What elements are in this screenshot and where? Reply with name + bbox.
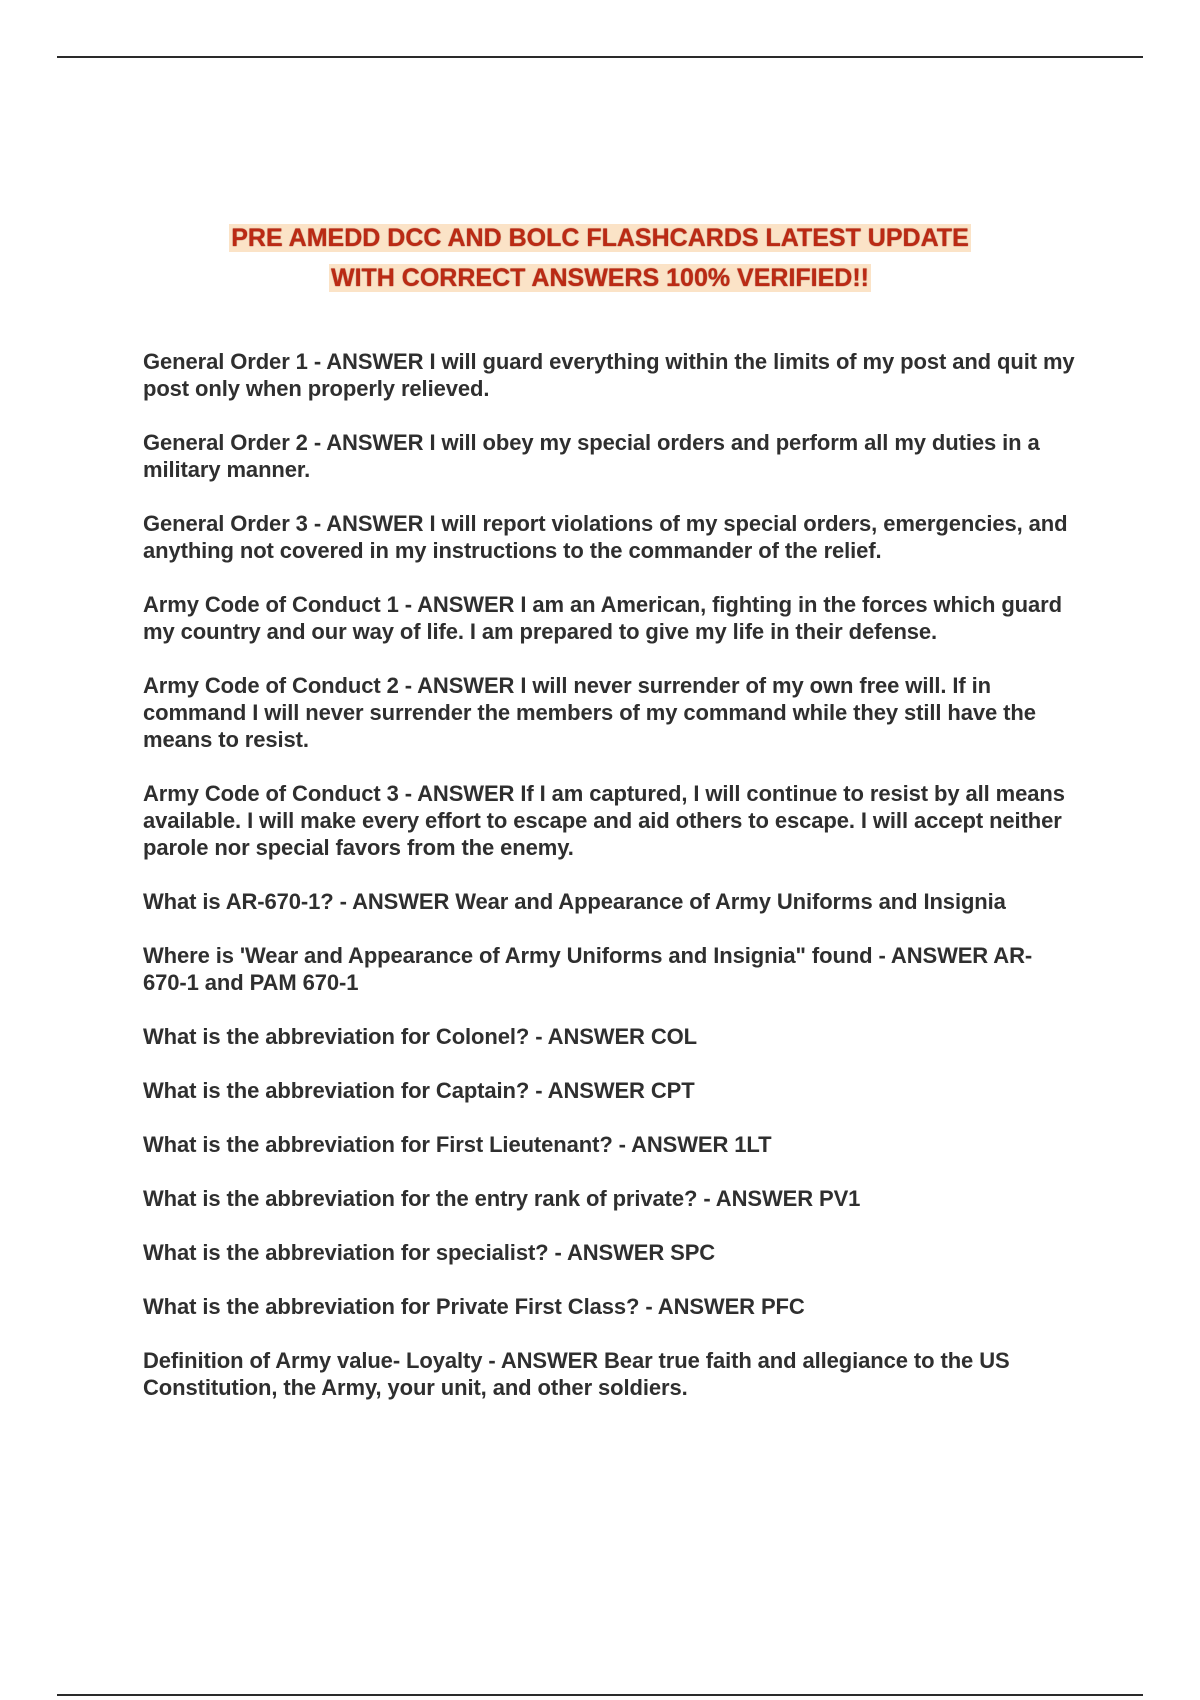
flashcard-item [143,1077,1078,1104]
answer-separator: - ANSWER [398,673,521,698]
flashcard-answer: Bear true faith and allegiance to the US Constitution, the Army, your unit, and other soldiers. [143,1348,1010,1400]
answer-separator: - ANSWER [548,1240,671,1265]
flashcard-item [143,1239,1078,1266]
title-line-1: PRE AMEDD DCC AND BOLC FLASHCARDS LATEST UPDATE [231,224,969,252]
bottom-rule [57,1694,1143,1696]
flashcard-item [143,510,1078,564]
flashcard-item [143,1131,1078,1158]
flashcard-answer: If I am captured, I will continue to resist by all means available. I will make every effort to escape and aid others to escape. I will accept neither parole nor special favors from the enemy. [143,781,1065,860]
answer-separator: - ANSWER [529,1024,651,1049]
flashcard-item [143,672,1078,753]
answer-separator: - ANSWER [398,781,521,806]
flashcard-question: Army Code of Conduct 1 [143,592,399,617]
flashcard-question: Army Code of Conduct 2 [143,673,399,698]
flashcard-question: General Order 3 [143,511,308,536]
flashcard-item [143,591,1078,645]
flashcard-answer: PFC [760,1294,805,1319]
answer-separator: - ANSWER [482,1348,605,1373]
flashcard-question: What is the abbreviation for Colonel? [143,1024,530,1049]
document-title [100,218,1100,298]
answer-separator: - ANSWER [697,1186,819,1211]
flashcard-item [143,888,1078,915]
flashcard-answer: I will never surrender of my own free will. If in command I will never surrender the members of my command while they still have the means to resist. [143,673,1036,752]
flashcard-question: What is AR-670-1? [143,889,334,914]
flashcard-answer: I will guard everything within the limits of my post and quit my post only when properly relieved. [143,349,1075,401]
answer-separator: - ANSWER [639,1294,761,1319]
flashcard-item [143,348,1078,402]
answer-separator: - ANSWER [529,1078,651,1103]
answer-separator: - ANSWER [612,1132,735,1157]
flashcard-answer: AR- 670-1 and PAM 670-1 [143,943,1033,995]
flashcard-question: General Order 2 [143,430,308,455]
title-line-2: WITH CORRECT ANSWERS 100% VERIFIED!! [330,264,869,292]
flashcard-item [143,1023,1078,1050]
flashcard-item [143,1347,1078,1401]
flashcard-answer: I will obey my special orders and perform all my duties in a military manner. [143,430,1040,482]
flashcard-question: What is the abbreviation for Captain? [143,1078,530,1103]
answer-separator: - ANSWER [307,511,430,536]
flashcard-item [143,1293,1078,1320]
flashcard-answer: I am an American, fighting in the forces which guard my country and our way of life. I am prepared to give my life in their defense. [143,592,1062,644]
flashcard-answer: PV1 [819,1186,861,1211]
flashcard-question: Army Code of Conduct 3 [143,781,399,806]
answer-separator: - ANSWER [307,430,430,455]
answer-separator: - ANSWER [872,943,994,968]
flashcard-item [143,780,1078,861]
flashcard-answer: Wear and Appearance of Army Uniforms and Insignia [455,889,1006,914]
answer-separator: - ANSWER [333,889,456,914]
flashcard-item [143,942,1078,996]
flashcard-answer: SPC [670,1240,716,1265]
answer-separator: - ANSWER [307,349,430,374]
flashcard-question: Where is 'Wear and Appearance of Army Uniforms and Insignia" found [143,943,873,968]
flashcard-item [143,1185,1078,1212]
flashcard-question: What is the abbreviation for specialist? [143,1240,549,1265]
flashcard-question: What is the abbreviation for the entry rank of private? [143,1186,698,1211]
top-rule [57,56,1143,58]
flashcard-answer: I will report violations of my special orders, emergencies, and anything not covered in my instructions to the commander of the relief. [143,511,1068,563]
flashcard-question: Definition of Army value- Loyalty [143,1348,483,1373]
flashcard-question: What is the abbreviation for Private First Class? [143,1294,640,1319]
flashcard-answer: CPT [650,1078,695,1103]
flashcard-question: General Order 1 [143,349,308,374]
flashcard-answer: COL [650,1024,697,1049]
flashcard-answer: 1LT [734,1132,772,1157]
flashcard-list [143,348,1078,1428]
answer-separator: - ANSWER [398,592,521,617]
flashcard-item [143,429,1078,483]
flashcard-question: What is the abbreviation for First Lieutenant? [143,1132,613,1157]
